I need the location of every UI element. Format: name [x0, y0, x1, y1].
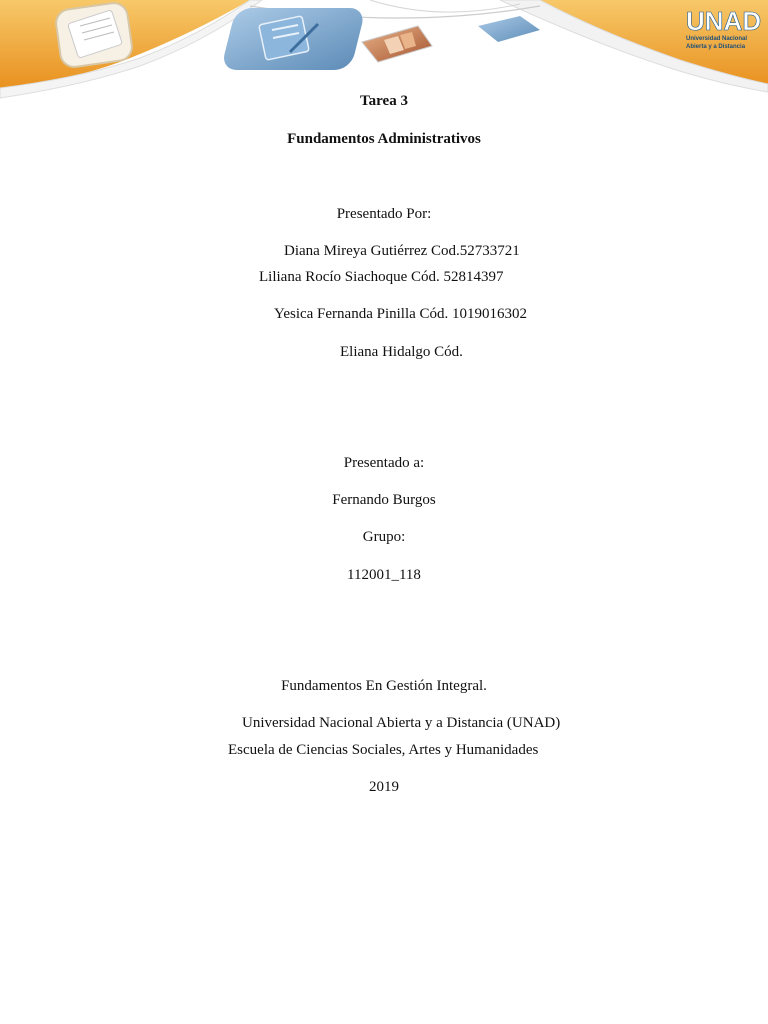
author-name: Diana Mireya Gutiérrez Cod.52733721	[284, 243, 520, 259]
notepad-icon	[54, 1, 133, 68]
author-name: Eliana Hidalgo Cód.	[340, 344, 463, 360]
logo-text: UNAD	[686, 6, 762, 36]
diamond-shape	[478, 16, 540, 42]
document-year: 2019	[369, 779, 399, 795]
connector-arc-2	[370, 0, 520, 12]
course-name: Fundamentos En Gestión Integral.	[281, 678, 487, 694]
presented-to-label: Presentado a:	[343, 455, 425, 471]
logo-subtitle-1: Universidad Nacional	[686, 36, 748, 42]
author-name: Yesica Fernanda Pinilla Cód. 1019016302	[274, 306, 528, 322]
presented-to-name: Fernando Burgos	[332, 492, 436, 508]
author-name: Liliana Rocío Siachoque Cód. 52814397	[259, 269, 504, 285]
clipboard-icon	[221, 8, 366, 70]
book-icon	[362, 26, 432, 62]
document-subtitle: Fundamentos Administrativos	[287, 131, 481, 147]
group-code: 112001_118	[347, 567, 421, 583]
school-name: Escuela de Ciencias Sociales, Artes y Humanidades	[228, 742, 539, 758]
presented-by-label: Presentado Por:	[336, 206, 432, 222]
group-label: Grupo:	[362, 529, 406, 545]
logo-subtitle-2: Abierta y a Distancia	[686, 44, 746, 50]
document-title: Tarea 3	[360, 93, 408, 109]
university-name: Universidad Nacional Abierta y a Distancia (UNAD)	[242, 715, 561, 731]
